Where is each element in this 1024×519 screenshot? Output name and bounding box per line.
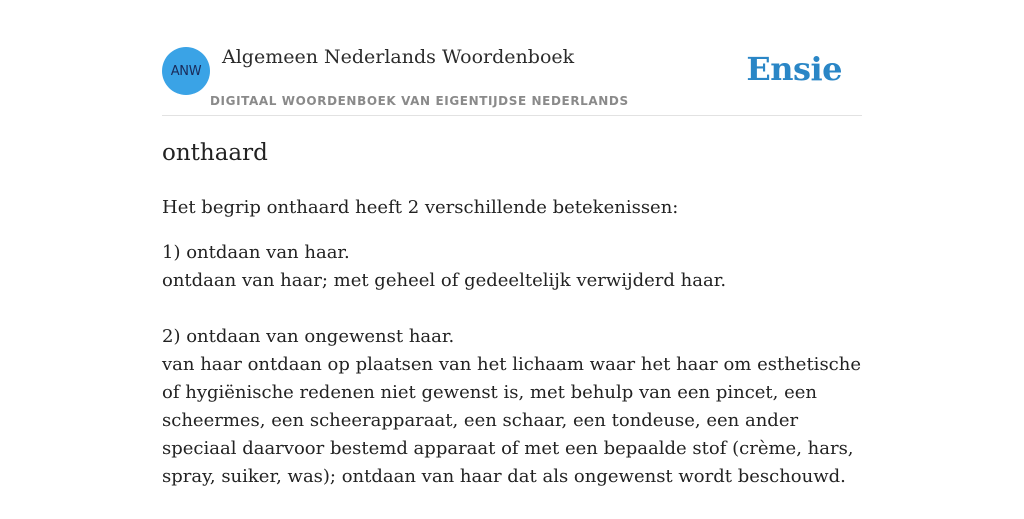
page [162, 0, 862, 512]
source-subtitle: DIGITAAL WOORDENBOEK VAN EIGENTIJDSE NEDERLANDS [210, 94, 629, 108]
meaning-heading: 2) ontdaan van ongewenst haar. [162, 326, 455, 347]
anw-logo[interactable] [162, 47, 210, 95]
meaning-definition: van haar ontdaan op plaatsen van het lichaam waar het haar om esthetische of hygiënische redenen niet gewenst is, met behulp van een pincet, een scheermes, een scheerapparaat, een schaar, een tondeuse, een ander speciaal daarvoor bestemd apparaat of met een bepaalde stof (crème, hars, spray, suiker, was); ontdaan van haar dat als ongewenst wordt beschouwd. [162, 354, 862, 487]
meaning-heading: 1) ontdaan van haar. [162, 242, 350, 263]
ensie-brand-logo[interactable]: Ensie [746, 50, 842, 88]
source-header [162, 0, 862, 116]
source-title[interactable]: Algemeen Nederlands Woordenboek [222, 46, 575, 68]
meaning-item [162, 239, 862, 295]
intro-text: Het begrip onthaard heeft 2 verschillende betekenissen: [162, 197, 679, 218]
headword: onthaard [162, 140, 268, 166]
meaning-definition: ontdaan van haar; met geheel of gedeeltelijk verwijderd haar. [162, 270, 727, 291]
meaning-item [162, 323, 862, 491]
meanings-list [162, 239, 862, 519]
logo-text: ANW [170, 63, 202, 79]
